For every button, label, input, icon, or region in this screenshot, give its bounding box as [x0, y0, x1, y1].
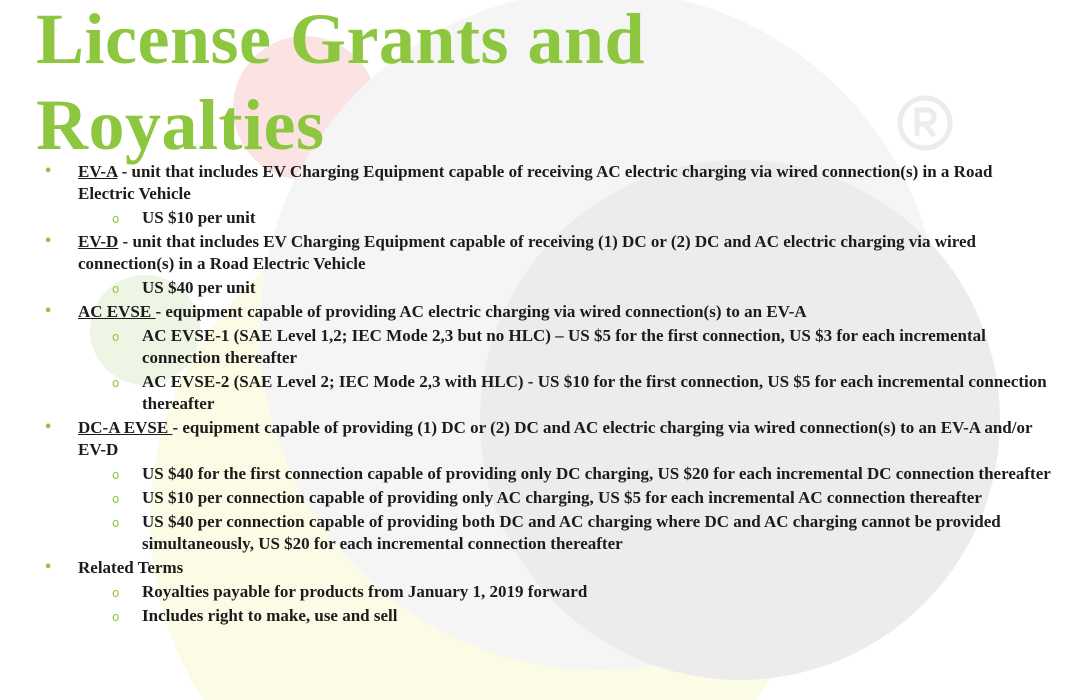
term-description: - unit that includes EV Charging Equipment capable of receiving (1) DC or (2) DC and AC electric charging via wired connection(s) in a Road Electric Vehicle — [78, 232, 976, 273]
sub-item — [42, 463, 1052, 485]
sub-bullet-icon: o — [112, 492, 120, 506]
sub-item-text: AC EVSE-2 (SAE Level 2; IEC Mode 2,3 with HLC) - US $10 for the first connection, US $5 for each incremental connection thereafter — [142, 372, 1047, 413]
sub-item — [42, 487, 1052, 509]
list-item-ev-d — [42, 231, 1052, 275]
term-label: EV-A — [78, 162, 118, 181]
sub-item — [42, 605, 1052, 627]
sub-item-text: US $10 per unit — [142, 208, 256, 227]
sub-bullet-icon: o — [112, 468, 120, 482]
list-item-related-terms — [42, 557, 1052, 579]
term-label: AC EVSE — [78, 302, 156, 321]
sub-item-text: Royalties payable for products from January 1, 2019 forward — [142, 582, 588, 601]
page-title — [36, 0, 645, 168]
bullet-icon: • — [44, 560, 53, 575]
sub-bullet-icon: o — [112, 330, 120, 344]
sub-item-text: AC EVSE-1 (SAE Level 1,2; IEC Mode 2,3 but no HLC) – US $5 for the first connection, US $3 for each incremental connection thereafter — [142, 326, 986, 367]
sub-item-text: US $40 for the first connection capable of providing only DC charging, US $20 for each incremental DC connection thereafter — [142, 464, 1051, 483]
sub-bullet-icon: o — [112, 516, 120, 530]
sub-item — [42, 325, 1052, 369]
term-label: EV-D — [78, 232, 119, 251]
registered-mark-icon — [896, 94, 954, 152]
term-label: DC-A EVSE — [78, 418, 173, 437]
title-line-1: License Grants and — [36, 0, 646, 79]
title-line-2: Royalties — [36, 85, 325, 165]
term-description: - equipment capable of providing (1) DC or (2) DC and AC electric charging via wired connection(s) to an EV-A and/or EV-D — [78, 418, 1033, 459]
sub-item — [42, 511, 1052, 555]
sub-item — [42, 581, 1052, 603]
bullet-icon: • — [44, 234, 53, 249]
term-description: - unit that includes EV Charging Equipment capable of receiving AC electric charging via wired connection(s) in a Road Electric Vehicle — [78, 162, 993, 203]
bullet-icon: • — [44, 304, 53, 319]
sub-bullet-icon: o — [112, 586, 120, 600]
sub-item — [42, 371, 1052, 415]
sub-bullet-icon: o — [112, 610, 120, 624]
bullet-icon: • — [44, 164, 53, 179]
sub-item-text: US $40 per connection capable of providing both DC and AC charging where DC and AC charging cannot be provided simultaneously, US $20 for each incremental connection thereafter — [142, 512, 1001, 553]
sub-bullet-icon: o — [112, 282, 120, 296]
list-item-dc-a-evse — [42, 417, 1052, 461]
sub-bullet-icon: o — [112, 212, 120, 226]
bullet-icon: • — [44, 420, 53, 435]
sub-bullet-icon: o — [112, 376, 120, 390]
list-item-ev-a — [42, 161, 1052, 205]
term-description: Related Terms — [78, 558, 184, 577]
sub-item-text: US $10 per connection capable of providing only AC charging, US $5 for each incremental AC connection thereafter — [142, 488, 982, 507]
term-description: - equipment capable of providing AC electric charging via wired connection(s) to an EV-A — [155, 302, 807, 321]
sub-item-text: Includes right to make, use and sell — [142, 606, 398, 625]
list-item-ac-evse — [42, 301, 1052, 323]
sub-item — [42, 277, 1052, 299]
sub-item — [42, 207, 1052, 229]
sub-item-text: US $40 per unit — [142, 278, 256, 297]
license-list — [42, 161, 1052, 629]
